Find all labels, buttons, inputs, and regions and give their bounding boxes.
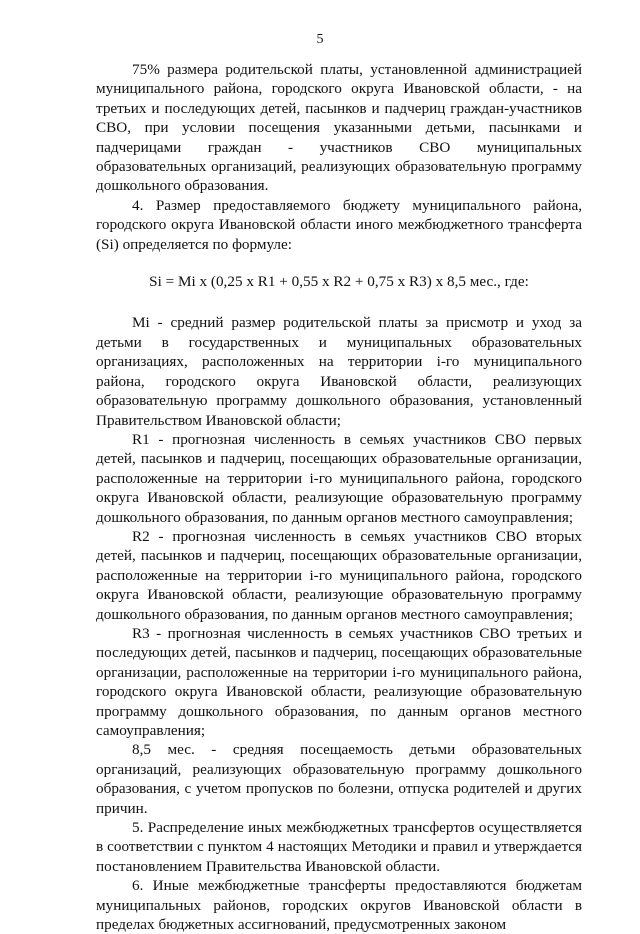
page-number: 5 <box>316 32 324 47</box>
paragraph-r1-definition: R1 - прогнозная численность в семьях участников СВО первых детей, пасынков и падчериц, посещающих образовательные организации, расположенные на территории i-го муниципального района, городского округа Ивановской области, реализующие образовательную программу дошкольного образования, по данным органов местного самоуправления; <box>96 430 582 526</box>
document-body <box>96 60 582 934</box>
paragraph-item-6-provision: 6. Иные межбюджетные трансферты предоставляются бюджетам муниципальных районов, городских округов Ивановской области в пределах бюджетных ассигнований, предусмотренных законом <box>96 877 582 934</box>
paragraph-r2-definition: R2 - прогнозная численность в семьях участников СВО вторых детей, пасынков и падчериц, посещающих образовательные организации, расположенные на территории i-го муниципального района, городского округа Ивановской области, реализующие образовательную программу дошкольного образования, по данным органов местного самоуправления; <box>96 527 582 623</box>
paragraph-parental-fee-75: 75% размера родительской платы, установленной администрацией муниципального района, городского округа Ивановской области, - на третьих и последующих детей, пасынков и падчериц граждан-участников СВО, при условии посещения указанными детьми, пасынками и падчерицами граждан - участников СВО муниципальных образовательных организаций, реализующих образовательную программу дошкольного образования. <box>96 61 582 195</box>
paragraph-mi-definition: Mi - средний размер родительской платы за присмотр и уход за детьми в государственных и муниципальных образовательных организациях, расположенных на территории i-го муниципального района, городского округа Ивановской области, реализующих образовательную программу дошкольного образования, установленный Правительством Ивановской области; <box>96 314 582 429</box>
paragraph-item-4-transfer-size: 4. Размер предоставляемого бюджету муниципального района, городского округа Ивановской области иного межбюджетного трансферта (Si) определяется по формуле: <box>96 196 582 253</box>
paragraph-attendance-definition: 8,5 мес. - средняя посещаемость детьми образовательных организаций, реализующих образовательную программу дошкольного образования, с учетом пропусков по болезни, отпуска родителей и других причин. <box>96 741 582 817</box>
paragraph-item-5-distribution: 5. Распределение иных межбюджетных трансфертов осуществляется в соответствии с пунктом 4 настоящих Методики и правил и утверждается постановлением Правительства Ивановской области. <box>96 819 582 875</box>
transfer-formula: Si = Mi x (0,25 x R1 + 0,55 x R2 + 0,75 x R3) x 8,5 мес., где: <box>149 273 529 291</box>
paragraph-r3-definition: R3 - прогнозная численность в семьях участников СВО третьих и последующих детей, пасынков и падчериц, посещающих образовательные организации, расположенные на территории i-го муниципального района, городского округа Ивановской области, реализующие образовательную программу дошкольного образования, по данным органов местного самоуправления; <box>96 624 582 739</box>
